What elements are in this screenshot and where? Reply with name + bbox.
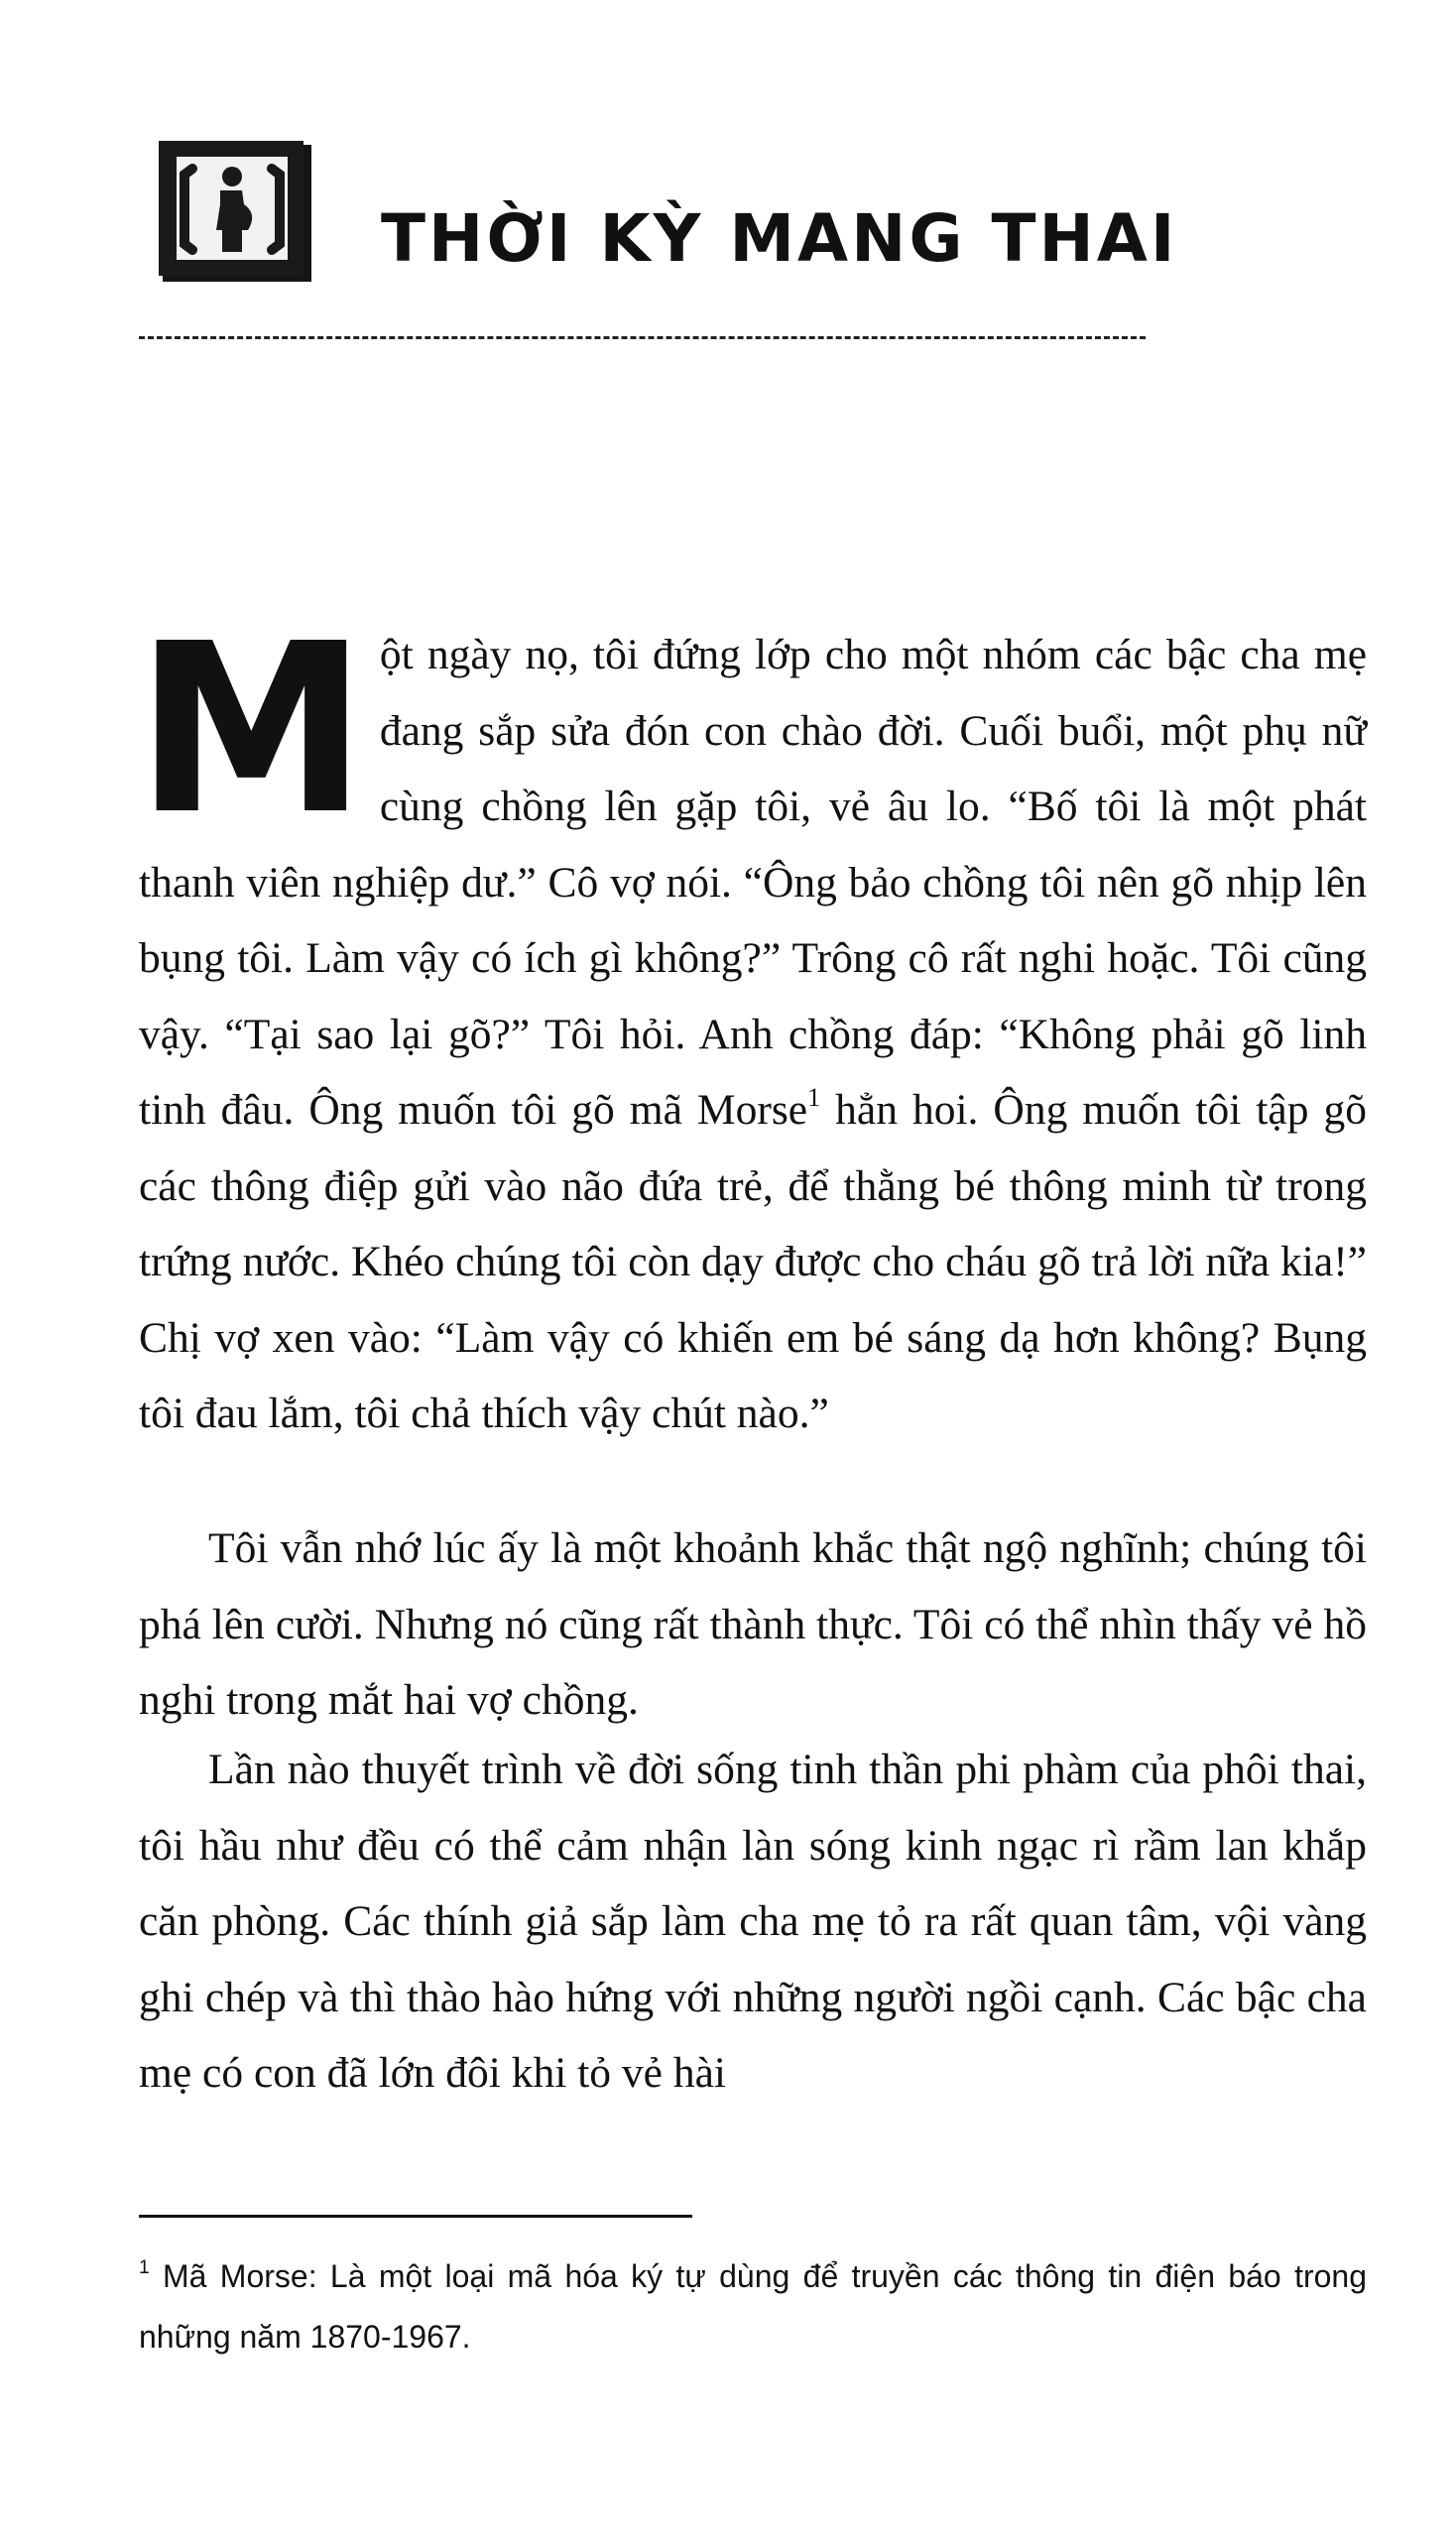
paragraph-3 xyxy=(139,1732,1367,2112)
footnote-mark: 1 xyxy=(139,2257,150,2279)
dashed-divider xyxy=(139,336,1146,339)
paragraph-3-text: Lần nào thuyết trình về đời sống tinh thần phi phàm của phôi thai, tôi hầu như đều có thể cảm nhận làn sóng kinh ngạc rì rầm lan khắp căn phòng. Các thính giả sắp làm cha mẹ tỏ ra rất quan tâm, vội vàng ghi chép và thì thào hào hứng với những người ngồi cạnh. Các bậc cha mẹ có con đã lớn đôi khi tỏ vẻ hài xyxy=(139,1746,1367,2097)
drop-cap: M xyxy=(135,593,368,866)
paragraph-2 xyxy=(139,1511,1367,1739)
paragraph-1-text-b: hẳn hoi. Ông muốn tôi tập gõ các thông điệp gửi vào não đứa trẻ, để thằng bé thông minh từ trong trứng nước. Khéo chúng tôi còn dạy được cho cháu gõ trả lời nữa kia!” Chị vợ xen vào: “Làm vậy có khiến em bé sáng dạ hơn không? Bụng tôi đau lắm, tôi chả thích vậy chút nào.” xyxy=(139,1086,1367,1437)
footnote-divider xyxy=(139,2215,692,2218)
paragraph-1-text-a: ột ngày nọ, tôi đứng lớp cho một nhóm các bậc cha mẹ đang sắp sửa đón con chào đời. Cuối buổi, một phụ nữ cùng chồng lên gặp tôi, vẻ âu lo. “Bố tôi là một phát thanh viên nghiệp dư.” Cô vợ nói. “Ông bảo chồng tôi nên gõ nhịp lên bụng tôi. Làm vậy có ích gì không?” Trông cô rất nghi hoặc. Tôi cũng vậy. “Tại sao lại gõ?” Tôi hỏi. Anh chồng đáp: “Không phải gõ linh tinh đâu. Ông muốn tôi gõ mã Morse xyxy=(139,631,1367,1134)
footnote xyxy=(139,2246,1367,2367)
footnote-reference: 1 xyxy=(807,1082,821,1112)
pregnant-woman-icon-graphic xyxy=(155,141,315,288)
paragraph-1 xyxy=(135,593,1367,1452)
pregnant-woman-icon xyxy=(155,141,315,288)
footnote-text: Mã Morse: Là một loại mã hóa ký tự dùng để truyền các thông tin điện báo trong những năm 1870-1967. xyxy=(139,2258,1367,2355)
chapter-title: THỜI KỲ MANG THAI xyxy=(381,200,1178,277)
paragraph-2-text: Tôi vẫn nhớ lúc ấy là một khoảnh khắc thật ngộ nghĩnh; chúng tôi phá lên cười. Nhưng nó cũng rất thành thực. Tôi có thể nhìn thấy vẻ hồ nghi trong mắt hai vợ chồng. xyxy=(139,1524,1367,1724)
